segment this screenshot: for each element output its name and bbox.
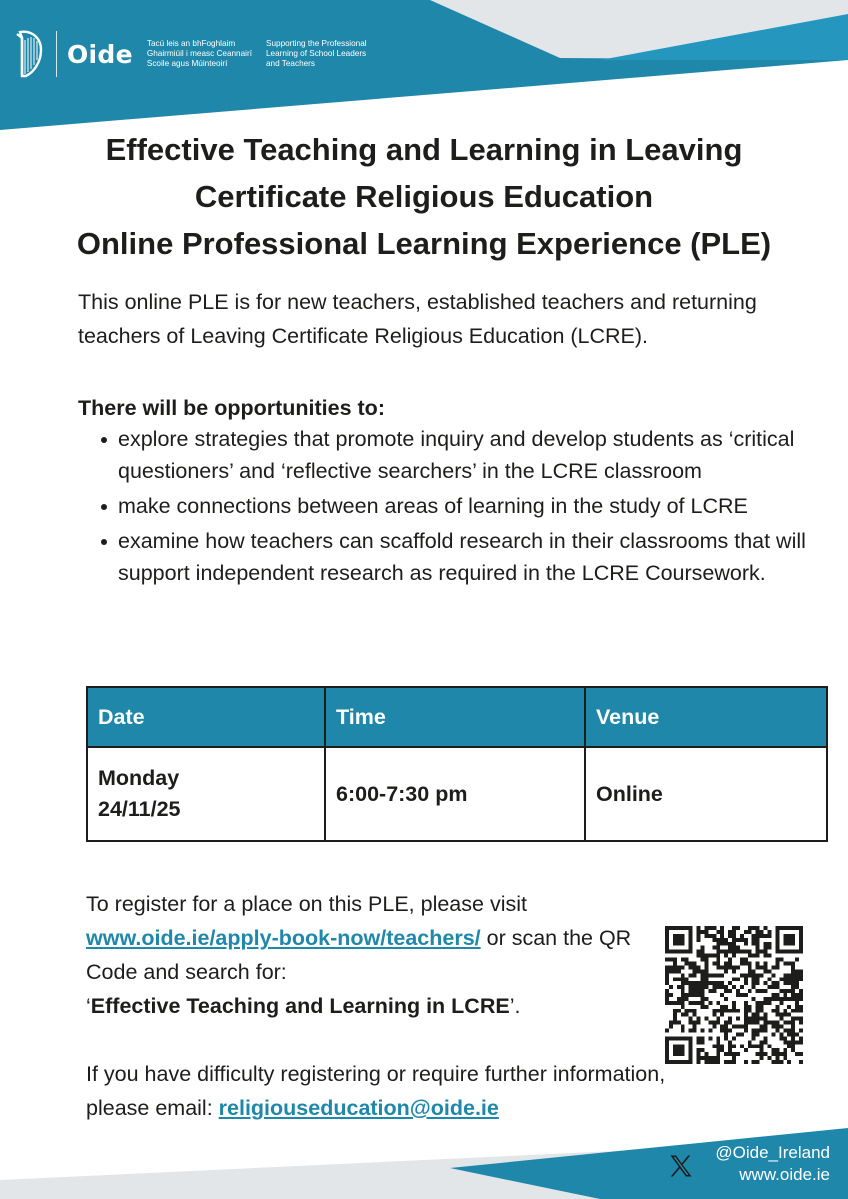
table-header-row (87, 687, 827, 747)
logo-divider (56, 31, 57, 77)
date-day: Monday (98, 766, 180, 790)
time-cell: 6:00-7:30 pm (325, 747, 585, 841)
tagline-english (266, 39, 367, 69)
column-header-time: Time (325, 687, 585, 747)
email-link[interactable]: religiouseducation@oide.ie (218, 1096, 499, 1120)
logo-name: Oide (67, 39, 133, 69)
quote-open: ‘ (86, 994, 91, 1018)
website-link[interactable]: www.oide.ie (739, 1165, 830, 1184)
tagline-english-line: Supporting the Professional (266, 39, 367, 48)
harp-icon (14, 28, 44, 80)
registration-paragraph (86, 887, 666, 1023)
registration-section (86, 887, 666, 1125)
registration-link[interactable]: www.oide.ie/apply-book-now/teachers/ (86, 926, 481, 950)
date-cell (87, 747, 325, 841)
venue-cell: Online (585, 747, 827, 841)
registration-text-after: or scan the QR Code and search for: (86, 926, 632, 984)
opportunities-heading: There will be opportunities to: (78, 396, 385, 420)
list-item: explore strategies that promote inquiry and develop students as ‘critical questioners’ and ‘reflective searchers’ in the LCRE classroom (118, 423, 828, 487)
tagline-irish-line: Tacú leis an bhFoghlaim (146, 39, 236, 48)
contact-text: If you have difficulty registering or require further information, please email: (86, 1062, 666, 1120)
list-item: examine how teachers can scaffold research in their classrooms that will support independent research as required in the LCRE Coursework. (118, 525, 828, 589)
table-row (87, 747, 827, 841)
search-term: Effective Teaching and Learning in LCRE (90, 994, 510, 1018)
registration-text: To register for a place on this PLE, please visit (86, 892, 527, 916)
social-handle[interactable]: @Oide_Ireland (715, 1143, 830, 1162)
x-logo-icon[interactable] (667, 1152, 695, 1180)
title-line: Certificate Religious Education (194, 179, 654, 214)
tagline-irish-line: Scoile agus Múinteoirí (146, 59, 228, 68)
title-line: Online Professional Learning Experience (PLE) (76, 226, 772, 261)
opportunities-list (118, 423, 828, 592)
date-value: 24/11/25 (98, 797, 181, 821)
tagline-english-line: and Teachers (266, 59, 316, 68)
footer-contact (715, 1142, 830, 1186)
oide-logo (14, 28, 381, 80)
list-item: make connections between areas of learning in the study of LCRE (118, 490, 828, 522)
column-header-date: Date (87, 687, 325, 747)
qr-code-icon[interactable] (664, 926, 804, 1064)
title-line: Effective Teaching and Learning in Leaving (105, 132, 743, 167)
contact-paragraph (86, 1057, 666, 1125)
page-title (0, 126, 848, 267)
intro-paragraph: This online PLE is for new teachers, established teachers and returning teachers of Leaving Certificate Religious Education (LCRE). (78, 290, 757, 348)
column-header-venue: Venue (585, 687, 827, 747)
quote-close: ’. (509, 994, 521, 1018)
tagline-english-line: Learning of School Leaders (266, 49, 367, 58)
tagline-irish (147, 39, 252, 69)
tagline-irish-line: Ghairmiúil i measc Ceannairí (146, 49, 252, 58)
schedule-table (86, 686, 828, 842)
